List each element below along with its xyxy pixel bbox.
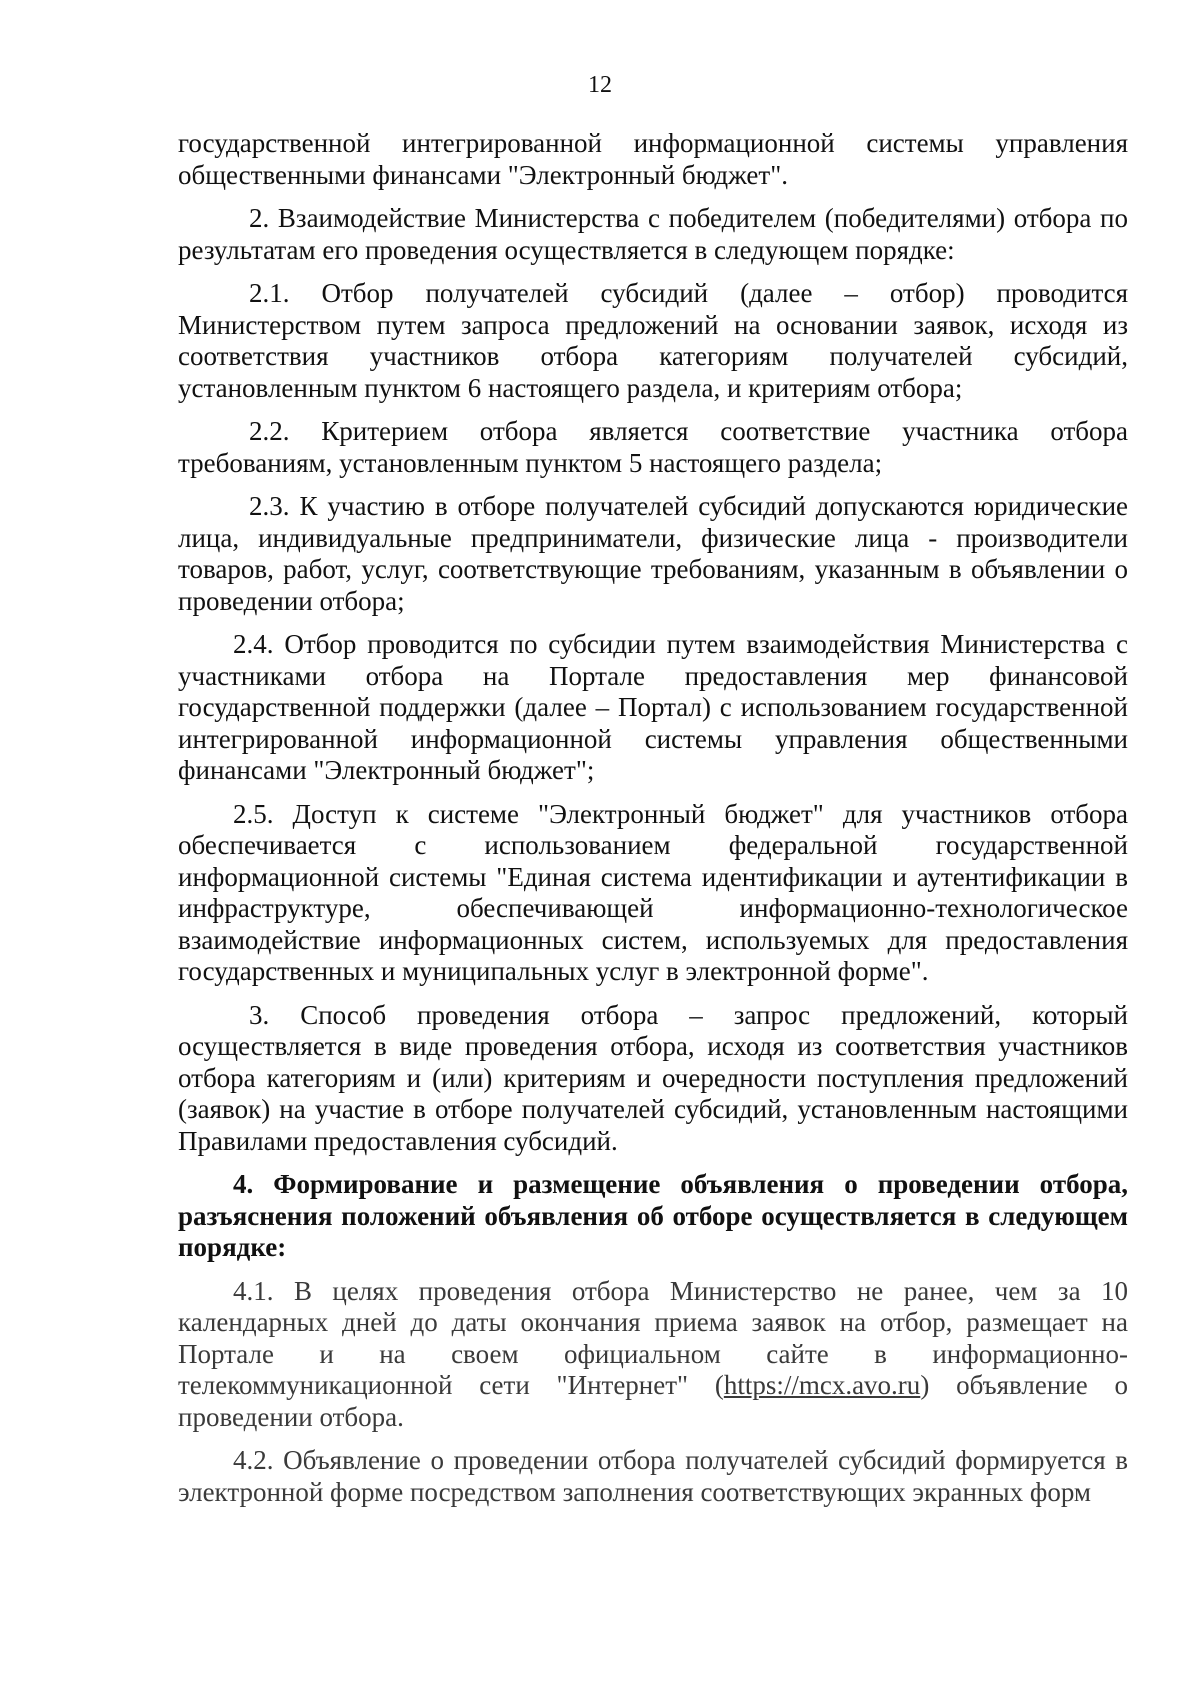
paragraph-2-2: 2.2. Критерием отбора является соответствие участника отбора требованиям, установленным пунктом 5 настоящего раздела; <box>178 416 1128 478</box>
paragraph-2-1: 2.1. Отбор получателей субсидий (далее – отбор) проводится Министерством путем запроса предложений на основании заявок, исходя из соответствия участников отбора категориям получателей субсидий, установленным пунктом 6 настоящего раздела, и критериям отбора; <box>178 278 1128 403</box>
paragraph-continuation: государственной интегрированной информационной системы управления общественными финансами "Электронный бюджет". <box>178 128 1128 190</box>
paragraph-4-1 <box>178 1276 1128 1434</box>
paragraph-4-1-text-after: ) объявление о проведении отбора. <box>178 1370 1129 1432</box>
paragraph-3: 3. Способ проведения отбора – запрос предложений, который осуществляется в виде проведения отбора, исходя из соответствия участников отбора категориям и (или) критериям и очередности поступления предложений (заявок) на участие в отборе получателей субсидий, установленным настоящими Правилами предоставления субсидий. <box>178 999 1128 1156</box>
paragraph-4-2: 4.2. Объявление о проведении отбора получателей субсидий формируется в электронной форме посредством заполнения соответствующих экранных форм <box>178 1445 1128 1507</box>
paragraph-2: 2. Взаимодействие Министерства с победителем (победителями) отбора по результатам его проведения осуществляется в следующем порядке: <box>178 203 1128 265</box>
paragraph-4-1-text-before: 4.1. В целях проведения отбора Министерство не ранее, чем за 10 календарных дней до даты окончания приема заявок на отбор, размещает на Портале и на своем официальном сайте в информационно-телекоммуникационной сети "Интернет" ( <box>178 1275 1128 1400</box>
paragraph-2-5: 2.5. Доступ к системе "Электронный бюджет" для участников отбора обеспечивается с использованием федеральной государственной информационной системы "Единая система идентификации и аутентификации в инфраструктуре, обеспечивающей информационно-технологическое взаимодействие информационных систем, используемых для предоставления государственных и муниципальных услуг в электронной форме". <box>178 798 1128 986</box>
paragraph-2-3: 2.3. К участию в отборе получателей субсидий допускаются юридические лица, индивидуальные предприниматели, физические лица - производители товаров, работ, услуг, соответствующие требованиям, указанным в объявлении о проведении отбора; <box>178 491 1128 616</box>
section-heading-4: 4. Формирование и размещение объявления о проведении отбора, разъяснения положений объявления об отборе осуществляется в следующем порядке: <box>178 1169 1128 1262</box>
ministry-website-link[interactable]: https://mcx.avo.ru <box>723 1370 921 1400</box>
paragraph-2-4: 2.4. Отбор проводится по субсидии путем взаимодействия Министерства с участниками отбора на Портале предоставления мер финансовой государственной поддержки (далее – Портал) с использованием государственной интегрированной информационной системы управления общественными финансами "Электронный бюджет"; <box>178 629 1128 785</box>
document-body <box>178 128 1128 1520</box>
page-number: 12 <box>588 72 612 98</box>
